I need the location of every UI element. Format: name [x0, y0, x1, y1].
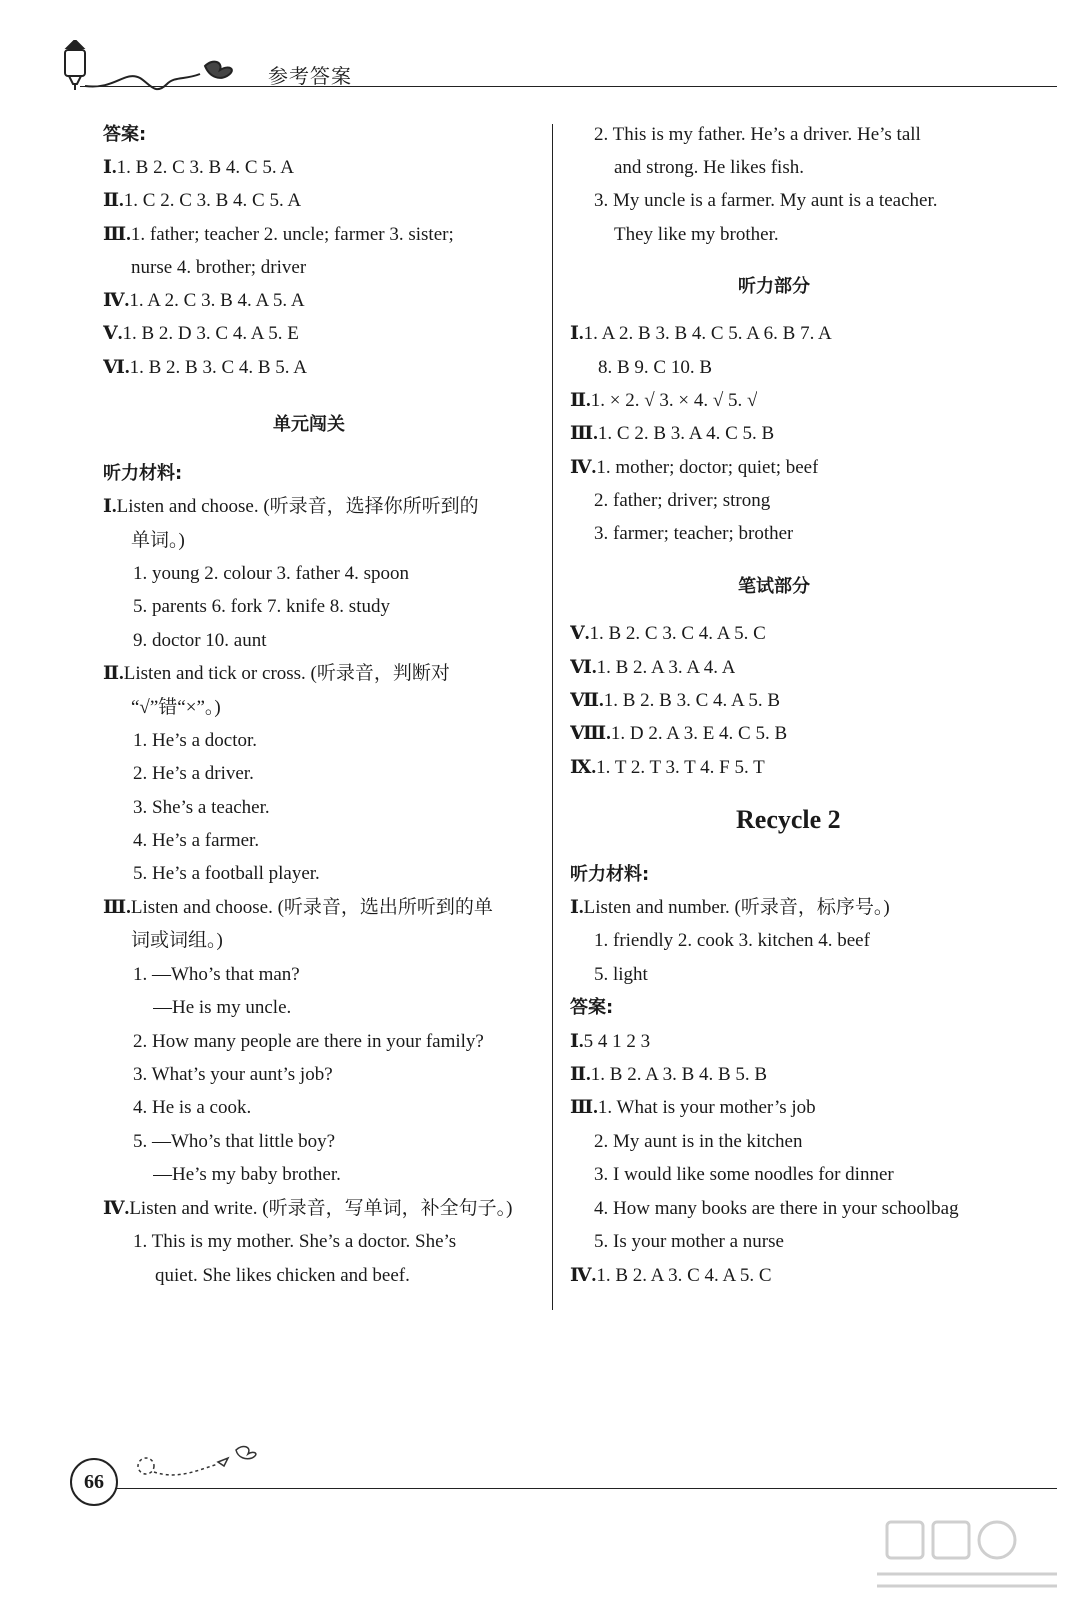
answer-row: Ⅱ.1. C 2. C 3. B 4. C 5. A	[103, 190, 302, 211]
listening-label: 听力材料:	[570, 864, 650, 885]
answer-row: Ⅳ.1. mother; doctor; quiet; beef	[570, 457, 819, 478]
answer-row-cont: 3. farmer; teacher; brother	[594, 523, 794, 544]
sentence: 5. —Who’s that little boy?	[133, 1131, 336, 1152]
answer-row: Ⅳ.1. B 2. A 3. C 4. A 5. C	[570, 1265, 772, 1286]
sentence: 5. He’s a football player.	[133, 863, 320, 884]
question-heading-cont: 单词。)	[131, 530, 185, 551]
watermark-logo-icon	[867, 1514, 1067, 1594]
answer-row: Ⅸ.1. T 2. T 3. T 4. F 5. T	[570, 757, 765, 778]
sentence: 1. This is my mother. She’s a doctor. She’s	[133, 1231, 457, 1252]
answer-row-cont: 4. How many books are there in your schoolbag	[594, 1198, 959, 1219]
answer-row-cont: 8. B 9. C 10. B	[598, 357, 713, 378]
sentence: quiet. She likes chicken and beef.	[155, 1265, 410, 1286]
column-divider	[552, 124, 553, 1310]
answer-row: Ⅰ.5 4 1 2 3	[570, 1031, 651, 1052]
question-heading: Ⅰ.Listen and choose. (听录音，选择你所听到的	[103, 496, 479, 517]
answer-row: Ⅵ.1. B 2. A 3. A 4. A	[570, 657, 736, 678]
listening-part-title: 听力部分	[738, 276, 810, 297]
header-rule	[80, 86, 1057, 87]
unit-title: 单元闯关	[273, 414, 345, 435]
sentence: They like my brother.	[614, 224, 779, 245]
answer-row: Ⅶ.1. B 2. B 3. C 4. A 5. B	[570, 690, 781, 711]
sentence: 3. My uncle is a farmer. My aunt is a teacher.	[594, 190, 938, 211]
sentence: and strong. He likes fish.	[614, 157, 804, 178]
answer-row: Ⅱ.1. × 2. √ 3. × 4. √ 5. √	[570, 390, 758, 411]
word-list: 5. light	[594, 964, 648, 985]
answer-row-cont: 3. I would like some noodles for dinner	[594, 1164, 894, 1185]
answer-row: Ⅰ.1. B 2. C 3. B 4. C 5. A	[103, 157, 295, 178]
question-heading: Ⅳ.Listen and write. (听录音，写单词，补全句子。)	[103, 1198, 513, 1219]
sentence: 4. He’s a farmer.	[133, 830, 260, 851]
listening-label: 听力材料:	[103, 463, 183, 484]
question-heading: Ⅰ.Listen and number. (听录音，标序号。)	[570, 897, 890, 918]
answers-label: 答案:	[103, 124, 147, 145]
recycle-title: Recycle 2	[736, 805, 841, 834]
answer-row: Ⅳ.1. A 2. C 3. B 4. A 5. A	[103, 290, 305, 311]
question-heading: Ⅱ.Listen and tick or cross. (听录音，判断对	[103, 663, 450, 684]
page-number: 66	[70, 1458, 118, 1506]
question-heading: Ⅲ.Listen and choose. (听录音，选出所听到的单	[103, 897, 493, 918]
word-list: 9. doctor 10. aunt	[133, 630, 267, 651]
answer-row-cont: 2. father; driver; strong	[594, 490, 771, 511]
sentence: 3. What’s your aunt’s job?	[133, 1064, 333, 1085]
sentence: 3. She’s a teacher.	[133, 797, 270, 818]
answer-row-cont: nurse 4. brother; driver	[131, 257, 307, 278]
footer-rule	[115, 1488, 1057, 1489]
answer-row: Ⅷ.1. D 2. A 3. E 4. C 5. B	[570, 723, 788, 744]
sentence: —He is my uncle.	[153, 997, 292, 1018]
answer-row: Ⅵ.1. B 2. B 3. C 4. B 5. A	[103, 357, 307, 378]
sentence: 2. This is my father. He’s a driver. He’s tall	[594, 124, 921, 145]
footer-decoration-icon	[118, 1440, 268, 1490]
sentence: 1. —Who’s that man?	[133, 964, 300, 985]
word-list: 5. parents 6. fork 7. knife 8. study	[133, 596, 390, 617]
sentence: 4. He is a cook.	[133, 1097, 252, 1118]
answer-row: Ⅲ.1. C 2. B 3. A 4. C 5. B	[570, 423, 775, 444]
sentence: 1. He’s a doctor.	[133, 730, 258, 751]
answer-row-cont: 2. My aunt is in the kitchen	[594, 1131, 803, 1152]
written-part-title: 笔试部分	[738, 576, 810, 597]
answer-row: Ⅰ.1. A 2. B 3. B 4. C 5. A 6. B 7. A	[570, 323, 832, 344]
answer-row-cont: 5. Is your mother a nurse	[594, 1231, 784, 1252]
page-header-title: 参考答案	[268, 64, 352, 88]
answer-row: Ⅴ.1. B 2. D 3. C 4. A 5. E	[103, 323, 299, 344]
sentence: 2. He’s a driver.	[133, 763, 254, 784]
answer-row: Ⅴ.1. B 2. C 3. C 4. A 5. C	[570, 623, 766, 644]
answer-row: Ⅲ.1. father; teacher 2. uncle; farmer 3. sister;	[103, 224, 454, 245]
header-decoration-icon	[55, 40, 255, 100]
answers-label: 答案:	[570, 997, 614, 1018]
answer-row: Ⅲ.1. What is your mother’s job	[570, 1097, 816, 1118]
question-heading-cont: “√”错“×”。)	[131, 697, 221, 718]
sentence: 2. How many people are there in your family?	[133, 1031, 484, 1052]
sentence: —He’s my baby brother.	[153, 1164, 341, 1185]
question-heading-cont: 词或词组。)	[131, 930, 223, 951]
answer-row: Ⅱ.1. B 2. A 3. B 4. B 5. B	[570, 1064, 768, 1085]
word-list: 1. friendly 2. cook 3. kitchen 4. beef	[594, 930, 870, 951]
word-list: 1. young 2. colour 3. father 4. spoon	[133, 563, 409, 584]
